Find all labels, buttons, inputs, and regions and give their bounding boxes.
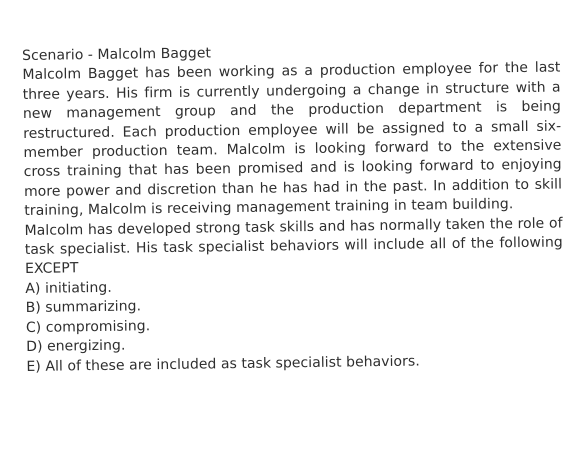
option-text: initiating. — [44, 279, 112, 297]
question-stem: Malcolm has developed strong task skills and has normally taken the role of task specialist. His task specialist behaviors will include all of the following EXCEPT — [24, 215, 563, 278]
option-letter: A) — [25, 280, 41, 297]
option-text: energizing. — [46, 337, 126, 355]
answer-options — [25, 272, 564, 377]
option-letter: C) — [25, 319, 42, 336]
option-text: compromising. — [45, 317, 151, 336]
option-text: All of these are included as task specialist behaviors. — [45, 352, 420, 375]
question-block — [22, 39, 565, 376]
option-text: summarizing. — [45, 298, 142, 316]
option-letter: D) — [26, 338, 43, 356]
option-letter: E) — [26, 358, 41, 375]
scenario-paragraph: Malcolm Bagget has been working as a production employee for the last three years. His firm is currently undergoing a change in structure with a new management group and the production department is being restructured. Each production employee will be assigned to a small six-member production team. Malcolm is looking forward to the extensive cross training that has been promised and is looking forward to enjoying more power and discretion than he has had in the past. In addition to skill training, Malcolm is receiving management training in team building. — [22, 59, 563, 220]
scenario-title: Scenario - Malcolm Bagget — [22, 45, 212, 64]
option-letter: B) — [25, 300, 41, 317]
